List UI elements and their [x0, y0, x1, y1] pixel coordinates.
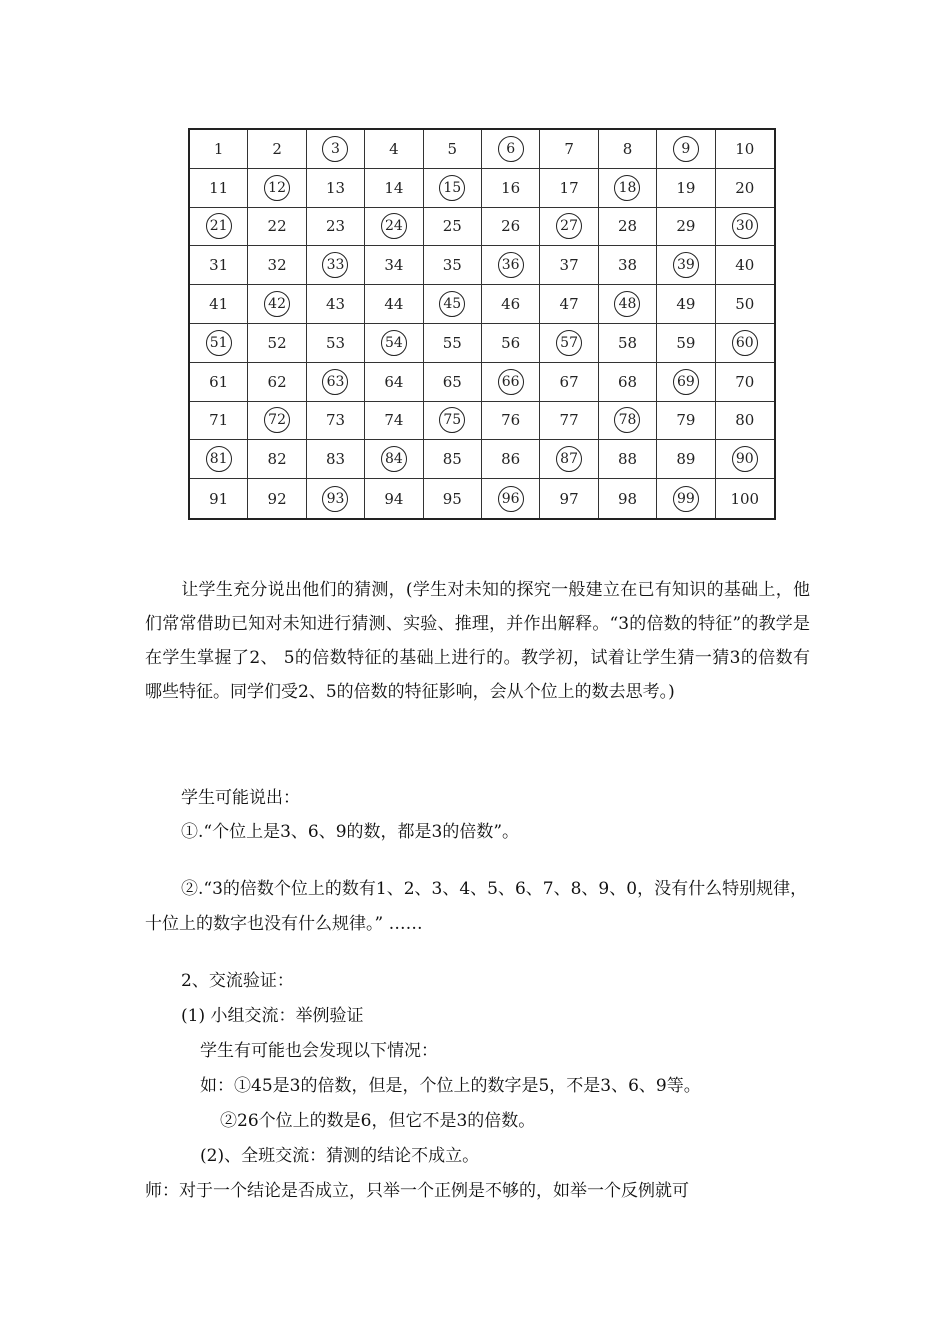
- grid-number: 31: [209, 256, 229, 275]
- grid-number: 4: [389, 139, 399, 158]
- circled-number: 15: [439, 175, 465, 201]
- grid-cell: [599, 169, 657, 208]
- grid-cell: [657, 285, 715, 324]
- grid-cell: [248, 440, 306, 479]
- grid-number: 71: [209, 411, 229, 430]
- grid-cell: [248, 208, 306, 247]
- grid-cell: [540, 363, 598, 402]
- grid-cell: [307, 208, 365, 247]
- grid-number: 50: [735, 295, 755, 314]
- grid-number: 7: [564, 139, 574, 158]
- grid-number: 26: [501, 217, 521, 236]
- grid-cell: [482, 440, 540, 479]
- grid-cell: [307, 479, 365, 518]
- grid-cell: [307, 402, 365, 441]
- grid-cell: [307, 363, 365, 402]
- grid-number: 88: [617, 450, 638, 469]
- circled-number: 99: [673, 486, 699, 512]
- grid-cell: [365, 440, 423, 479]
- grid-number: 58: [617, 333, 638, 352]
- grid-cell: [424, 169, 482, 208]
- grid-cell: [657, 479, 715, 518]
- grid-cell: [599, 402, 657, 441]
- circled-number: 84: [381, 446, 407, 472]
- circled-number: 9: [673, 136, 699, 162]
- circled-number: 6: [498, 136, 524, 162]
- grid-cell: [540, 285, 598, 324]
- grid-number: 70: [735, 372, 755, 391]
- grid-number: 62: [267, 372, 287, 391]
- grid-number: 65: [442, 372, 462, 391]
- grid-number: 68: [617, 372, 638, 391]
- circled-number: 69: [673, 369, 699, 395]
- grid-number: 59: [676, 333, 696, 352]
- grid-cell: [424, 130, 482, 169]
- circled-number: 90: [732, 446, 758, 472]
- grid-cell: [365, 130, 423, 169]
- grid-cell: [424, 246, 482, 285]
- grid-cell: [482, 130, 540, 169]
- grid-cell: [307, 246, 365, 285]
- grid-cell: [482, 324, 540, 363]
- grid-number: 83: [325, 450, 346, 469]
- grid-number: 47: [559, 295, 579, 314]
- grid-number: 74: [384, 411, 404, 430]
- grid-cell: [657, 324, 715, 363]
- grid-cell: [190, 169, 248, 208]
- grid-cell: [716, 479, 774, 518]
- grid-number: 5: [447, 139, 458, 158]
- grid-number: 79: [676, 411, 696, 430]
- grid-number: 19: [676, 178, 696, 197]
- grid-number: 44: [384, 295, 404, 314]
- grid-number: 40: [735, 256, 755, 275]
- grid-cell: [365, 479, 423, 518]
- grid-number: 98: [617, 489, 638, 508]
- grid-number: 49: [676, 295, 696, 314]
- grid-cell: [657, 402, 715, 441]
- grid-number: 17: [559, 178, 579, 197]
- grid-number: 37: [559, 256, 579, 275]
- circled-number: 78: [614, 407, 640, 433]
- grid-cell: [482, 246, 540, 285]
- grid-number: 38: [617, 256, 638, 275]
- grid-cell: [248, 169, 306, 208]
- circled-number: 27: [556, 213, 582, 239]
- grid-cell: [365, 402, 423, 441]
- grid-cell: [248, 363, 306, 402]
- grid-cell: [657, 208, 715, 247]
- grid-number: 92: [267, 489, 287, 508]
- grid-cell: [540, 324, 598, 363]
- subheading-class: (2)、全班交流：猜测的结论不成立。: [200, 1146, 480, 1166]
- circled-number: 75: [439, 407, 465, 433]
- grid-cell: [365, 363, 423, 402]
- grid-number: 82: [267, 450, 287, 469]
- grid-number: 67: [559, 372, 579, 391]
- paragraph-guess: [145, 573, 810, 709]
- grid-number: 20: [735, 178, 755, 197]
- circled-number: 12: [264, 175, 290, 201]
- grid-number: 46: [501, 295, 521, 314]
- subheading-group: (1) 小组交流：举例验证: [181, 1006, 364, 1026]
- grid-number: 16: [501, 178, 521, 197]
- grid-cell: [716, 246, 774, 285]
- grid-cell: [657, 169, 715, 208]
- grid-cell: [365, 324, 423, 363]
- circled-number: 81: [206, 446, 232, 472]
- grid-cell: [540, 208, 598, 247]
- grid-cell: [424, 285, 482, 324]
- circled-number: 39: [673, 252, 699, 278]
- grid-number: 2: [272, 139, 282, 158]
- circled-number: 87: [556, 446, 582, 472]
- grid-cell: [482, 169, 540, 208]
- line-example-2: ②26个位上的数是6，但它不是3的倍数。: [220, 1111, 536, 1131]
- grid-cell: [657, 440, 715, 479]
- grid-number: 22: [267, 217, 287, 236]
- grid-number: 52: [267, 333, 287, 352]
- grid-number: 29: [676, 217, 696, 236]
- grid-cell: [599, 130, 657, 169]
- line-example-1: 如：①45是3的倍数，但是，个位上的数字是5，不是3、6、9等。: [200, 1076, 701, 1096]
- circled-number: 36: [498, 252, 524, 278]
- grid-cell: [424, 208, 482, 247]
- grid-number: 86: [501, 450, 521, 469]
- grid-cell: [307, 324, 365, 363]
- grid-number: 55: [442, 333, 462, 352]
- grid-cell: [716, 440, 774, 479]
- circled-number: 30: [732, 213, 758, 239]
- grid-number: 64: [384, 372, 404, 391]
- grid-cell: [190, 246, 248, 285]
- circled-number: 96: [498, 486, 524, 512]
- grid-cell: [716, 363, 774, 402]
- circled-number: 48: [614, 291, 640, 317]
- circled-number: 3: [322, 136, 348, 162]
- grid-cell: [540, 169, 598, 208]
- grid-number: 23: [325, 217, 346, 236]
- grid-number: 1: [213, 139, 224, 158]
- grid-cell: [482, 479, 540, 518]
- grid-number: 32: [267, 256, 287, 275]
- grid-cell: [599, 440, 657, 479]
- grid-number: 80: [735, 411, 755, 430]
- paragraph-guess-text: 让学生充分说出他们的猜测，(学生对未知的探究一般建立在已有知识的基础上，他们常常借助已知对未知进行猜测、实验、推理，并作出解释。“3的倍数的特征”的教学是在学生掌握了2、 5的倍数特征的基础上进行的。教学初，试着让学生猜一猜3的倍数有哪些特征。同学们受2、5的倍数的特征影响，会从个位上的数去思考。): [145, 580, 810, 702]
- circled-number: 57: [556, 330, 582, 356]
- grid-cell: [482, 208, 540, 247]
- grid-cell: [657, 363, 715, 402]
- grid-cell: [599, 363, 657, 402]
- grid-cell: [716, 324, 774, 363]
- hundred-chart: [188, 128, 776, 520]
- grid-cell: [482, 285, 540, 324]
- grid-cell: [424, 324, 482, 363]
- grid-cell: [599, 285, 657, 324]
- grid-number: 28: [617, 217, 638, 236]
- grid-cell: [424, 363, 482, 402]
- grid-cell: [599, 479, 657, 518]
- grid-cell: [716, 208, 774, 247]
- grid-cell: [307, 169, 365, 208]
- circled-number: 21: [206, 213, 232, 239]
- grid-cell: [190, 440, 248, 479]
- grid-cell: [307, 440, 365, 479]
- line-guess-2a: ②.“3的倍数个位上的数有1、2、3、4、5、6、7、8、9、0，没有什么特别规律，: [181, 879, 808, 899]
- grid-number: 73: [325, 411, 346, 430]
- grid-cell: [716, 130, 774, 169]
- circled-number: 54: [381, 330, 407, 356]
- line-guess-2b: 十位上的数字也没有什么规律。” ……: [145, 914, 423, 934]
- grid-cell: [365, 169, 423, 208]
- grid-cell: [365, 208, 423, 247]
- circled-number: 93: [322, 486, 348, 512]
- grid-cell: [482, 402, 540, 441]
- circled-number: 51: [206, 330, 232, 356]
- grid-number: 77: [559, 411, 579, 430]
- grid-cell: [716, 285, 774, 324]
- grid-cell: [248, 324, 306, 363]
- grid-number: 25: [442, 217, 462, 236]
- grid-number: 34: [384, 256, 404, 275]
- grid-cell: [424, 440, 482, 479]
- grid-cell: [540, 479, 598, 518]
- line-students-may-say: 学生可能说出：: [181, 788, 300, 808]
- grid-cell: [190, 363, 248, 402]
- grid-number: 91: [209, 489, 229, 508]
- grid-number: 89: [676, 450, 696, 469]
- grid-number: 100: [730, 489, 760, 508]
- grid-cell: [190, 402, 248, 441]
- grid-cell: [190, 130, 248, 169]
- grid-cell: [482, 363, 540, 402]
- grid-cell: [657, 246, 715, 285]
- grid-number: 14: [384, 178, 404, 197]
- circled-number: 72: [264, 407, 290, 433]
- grid-number: 41: [209, 295, 229, 314]
- grid-cell: [540, 130, 598, 169]
- grid-cell: [599, 208, 657, 247]
- grid-cell: [424, 402, 482, 441]
- circled-number: 60: [732, 330, 758, 356]
- grid-cell: [716, 402, 774, 441]
- grid-number: 8: [622, 139, 633, 158]
- circled-number: 63: [322, 369, 348, 395]
- grid-number: 94: [384, 489, 404, 508]
- grid-cell: [540, 402, 598, 441]
- grid-cell: [248, 130, 306, 169]
- grid-number: 76: [501, 411, 521, 430]
- grid-number: 53: [325, 333, 346, 352]
- grid-number: 11: [209, 178, 229, 197]
- section-heading-verify: 2、交流验证：: [181, 971, 294, 991]
- circled-number: 66: [498, 369, 524, 395]
- grid-cell: [599, 324, 657, 363]
- grid-number: 97: [559, 489, 579, 508]
- grid-number: 35: [442, 256, 462, 275]
- grid-cell: [365, 285, 423, 324]
- grid-number: 85: [442, 450, 462, 469]
- grid-cell: [190, 479, 248, 518]
- grid-cell: [657, 130, 715, 169]
- grid-cell: [540, 440, 598, 479]
- circled-number: 33: [322, 252, 348, 278]
- grid-cell: [716, 169, 774, 208]
- grid-cell: [190, 285, 248, 324]
- circled-number: 42: [264, 291, 290, 317]
- grid-cell: [190, 324, 248, 363]
- grid-number: 95: [442, 489, 462, 508]
- grid-cell: [248, 246, 306, 285]
- circled-number: 45: [439, 291, 465, 317]
- grid-cell: [248, 402, 306, 441]
- circled-number: 24: [381, 213, 407, 239]
- grid-cell: [248, 479, 306, 518]
- grid-cell: [424, 479, 482, 518]
- grid-number: 61: [209, 372, 229, 391]
- grid-cell: [307, 285, 365, 324]
- grid-number: 10: [735, 139, 755, 158]
- circled-number: 18: [614, 175, 640, 201]
- grid-cell: [540, 246, 598, 285]
- grid-cell: [248, 285, 306, 324]
- grid-cell: [365, 246, 423, 285]
- line-guess-1: ①.“个位上是3、6、9的数，都是3的倍数”。: [181, 822, 520, 842]
- line-discover: 学生有可能也会发现以下情况：: [200, 1041, 438, 1061]
- line-teacher: 师：对于一个结论是否成立，只举一个正例是不够的，如举一个反例就可: [145, 1181, 689, 1201]
- grid-number: 56: [501, 333, 521, 352]
- grid-number: 43: [325, 295, 346, 314]
- grid-number: 13: [325, 178, 346, 197]
- grid-cell: [190, 208, 248, 247]
- grid-cell: [307, 130, 365, 169]
- grid-cell: [599, 246, 657, 285]
